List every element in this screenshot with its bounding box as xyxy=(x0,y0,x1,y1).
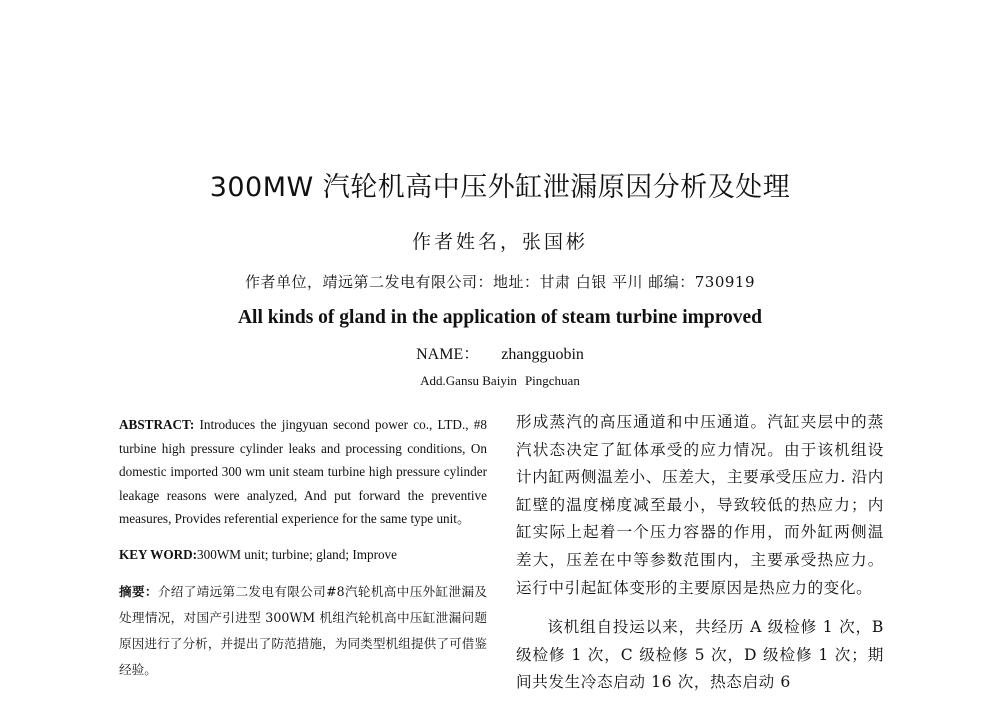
body-paragraph-1: 形成蒸汽的高压通道和中压通道。汽缸夹层中的蒸汽状态决定了缸体承受的应力情况。由于该机组设计内缸两侧温差小、压差大，主要承受压应力. 沿内缸壁的温度梯度减至最小，导致较低的热应力；内缸实际上起着一个压力容器的作用，而外缸两侧温差大，压差在中等参数范围内，主要承受热应力。运行中引起缸体变形的主要原因是热应力的变化。 xyxy=(516,413,884,597)
name-label: NAME： xyxy=(416,346,480,363)
chinese-abstract xyxy=(119,579,487,683)
left-column xyxy=(119,413,487,683)
english-name-line xyxy=(0,341,1000,364)
chinese-abstract-text: 介绍了靖远第二发电有限公司#8汽轮机高中压外缸泄漏及处理情况，对国产引进型 300WM 机组汽轮机高中压缸泄漏问题原因进行了分析，并提出了防范措施，为同类型机组提供了可借鉴经验。 xyxy=(119,583,487,677)
body-paragraph-2: 该机组自投运以来，共经历 A 级检修 1 次，B 级检修 1 次，C 级检修 5 次，D 级检修 1 次；期间共发生冷态启动 16 次，热态启动 6 xyxy=(516,618,884,692)
keywords-text: 300WM unit; turbine; gland; Improve xyxy=(197,546,398,562)
keywords-label: KEY WORD: xyxy=(119,546,198,562)
name-value: zhangguobin xyxy=(501,346,584,363)
address-prefix: Add.Gansu Baiyin xyxy=(420,373,517,388)
english-title: All kinds of gland in the application of steam turbine improved xyxy=(237,307,763,328)
abstract-text: Introduces the jingyuan second power co., LTD., #8 turbine high pressure cylinder leaks and processing conditions, On domestic imported 300 wm unit steam turbine high pressure cylinder leakage reasons were analyzed, And put forward the preventive measures, Provides referential experience for the same type unit。 xyxy=(119,417,487,527)
chinese-abstract-label: 摘要： xyxy=(119,583,158,599)
right-column xyxy=(516,409,884,697)
abstract-label: ABSTRACT: xyxy=(119,417,195,432)
affiliation-line: 作者单位，靖远第二发电有限公司：地址：甘肃 白银 平川 邮编：730919 xyxy=(244,273,756,291)
english-keywords xyxy=(119,545,487,565)
paper-title: 300MW 汽轮机高中压外缸泄漏原因分析及处理 xyxy=(209,172,791,203)
english-abstract xyxy=(119,413,487,531)
english-address-line xyxy=(0,373,1000,389)
address-city: Pingchuan xyxy=(524,373,580,388)
author-line: 作者姓名，张国彬 xyxy=(411,231,588,253)
